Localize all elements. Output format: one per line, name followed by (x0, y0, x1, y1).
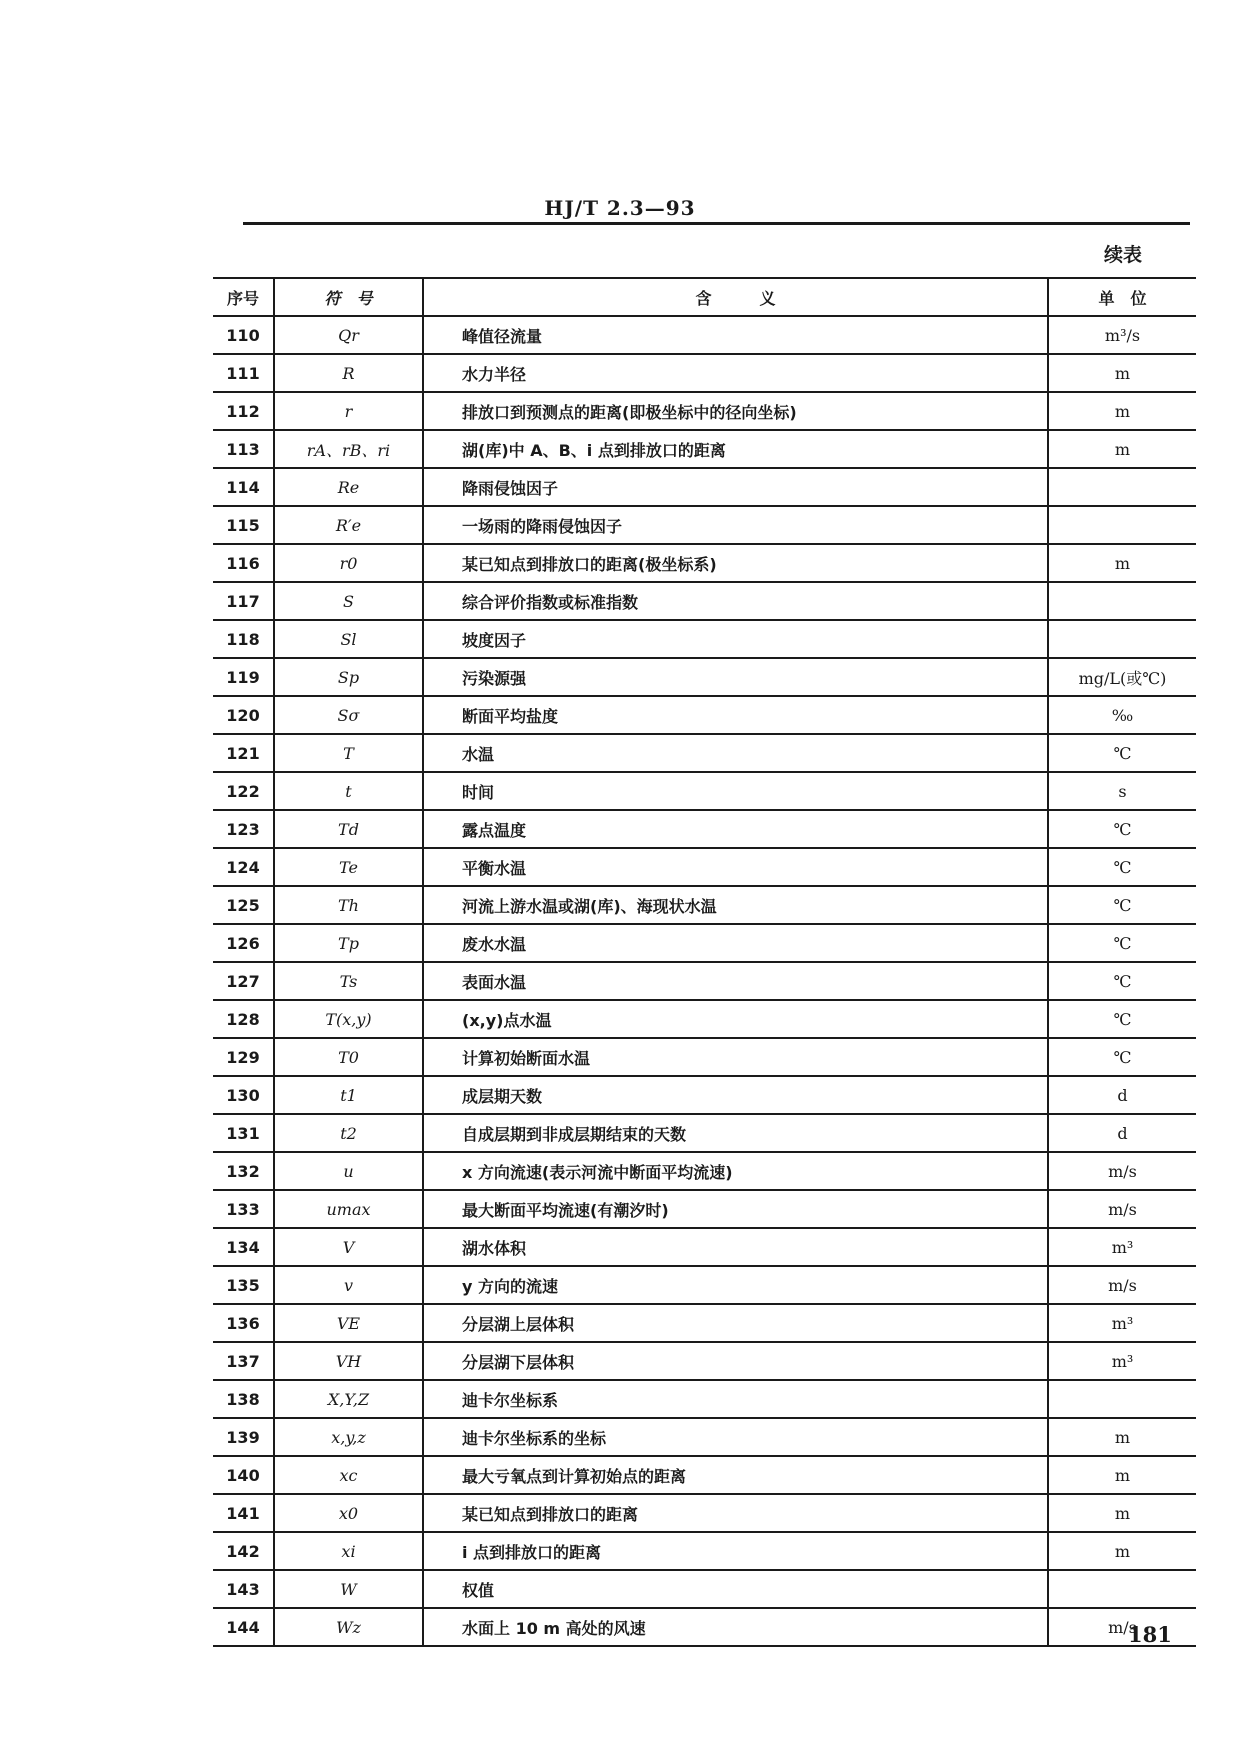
row-meaning: 时间 (423, 772, 1048, 810)
table-row (213, 582, 1196, 620)
table-row (213, 316, 1196, 354)
table-row (213, 886, 1196, 924)
row-meaning: 迪卡尔坐标系 (423, 1380, 1048, 1418)
row-unit: m (1048, 1494, 1196, 1532)
row-meaning: 水面上 10 m 高处的风速 (423, 1608, 1048, 1646)
table-row (213, 354, 1196, 392)
row-number: 131 (213, 1114, 274, 1152)
row-unit: m³/s (1048, 316, 1196, 354)
row-number: 144 (213, 1608, 274, 1646)
row-unit: ℃ (1048, 848, 1196, 886)
row-symbol: Sσ (274, 696, 423, 734)
row-symbol: Td (274, 810, 423, 848)
row-unit: m (1048, 1418, 1196, 1456)
row-unit: m (1048, 1456, 1196, 1494)
row-number: 143 (213, 1570, 274, 1608)
row-meaning: 表面水温 (423, 962, 1048, 1000)
row-unit: ℃ (1048, 810, 1196, 848)
row-number: 132 (213, 1152, 274, 1190)
row-unit: m (1048, 354, 1196, 392)
row-meaning: 降雨侵蚀因子 (423, 468, 1048, 506)
table-row (213, 1076, 1196, 1114)
row-unit: m (1048, 392, 1196, 430)
row-number: 129 (213, 1038, 274, 1076)
row-meaning: x 方向流速(表示河流中断面平均流速) (423, 1152, 1048, 1190)
table-row (213, 1266, 1196, 1304)
row-unit: ℃ (1048, 1000, 1196, 1038)
row-unit: ℃ (1048, 962, 1196, 1000)
table-row (213, 848, 1196, 886)
row-unit: m/s (1048, 1190, 1196, 1228)
row-number: 127 (213, 962, 274, 1000)
row-unit: m³ (1048, 1304, 1196, 1342)
row-number: 121 (213, 734, 274, 772)
table-row (213, 1494, 1196, 1532)
table-row (213, 392, 1196, 430)
page-number: 181 (1128, 1622, 1172, 1647)
row-meaning: 平衡水温 (423, 848, 1048, 886)
row-meaning: 坡度因子 (423, 620, 1048, 658)
row-meaning: (x,y)点水温 (423, 1000, 1048, 1038)
row-symbol: Tp (274, 924, 423, 962)
row-number: 138 (213, 1380, 274, 1418)
row-symbol: r (274, 392, 423, 430)
table-row (213, 506, 1196, 544)
table-row (213, 1532, 1196, 1570)
table-row (213, 430, 1196, 468)
row-symbol: VH (274, 1342, 423, 1380)
row-meaning: 计算初始断面水温 (423, 1038, 1048, 1076)
table-row (213, 924, 1196, 962)
row-symbol: Sp (274, 658, 423, 696)
row-meaning: 成层期天数 (423, 1076, 1048, 1114)
row-symbol: Wz (274, 1608, 423, 1646)
row-symbol: t (274, 772, 423, 810)
table-row (213, 658, 1196, 696)
row-number: 117 (213, 582, 274, 620)
row-unit: m³ (1048, 1342, 1196, 1380)
row-unit: mg/L(或℃) (1048, 658, 1196, 696)
row-unit: m/s (1048, 1266, 1196, 1304)
table-row (213, 1190, 1196, 1228)
row-unit: m (1048, 544, 1196, 582)
row-unit: ‰ (1048, 696, 1196, 734)
row-symbol: x0 (274, 1494, 423, 1532)
column-header-meaning: 含 义 (423, 278, 1048, 316)
row-number: 114 (213, 468, 274, 506)
row-number: 122 (213, 772, 274, 810)
row-number: 118 (213, 620, 274, 658)
row-number: 124 (213, 848, 274, 886)
table-row (213, 962, 1196, 1000)
table-row (213, 1608, 1196, 1646)
continued-label: 续表 (1104, 244, 1143, 266)
row-symbol: umax (274, 1190, 423, 1228)
row-unit: m/s (1048, 1152, 1196, 1190)
row-unit: m³ (1048, 1228, 1196, 1266)
row-symbol: t2 (274, 1114, 423, 1152)
table-row (213, 734, 1196, 772)
column-header-unit: 单 位 (1048, 278, 1196, 316)
row-meaning: i 点到排放口的距离 (423, 1532, 1048, 1570)
row-symbol: u (274, 1152, 423, 1190)
row-number: 142 (213, 1532, 274, 1570)
row-unit (1048, 620, 1196, 658)
column-header-number: 序号 (213, 278, 274, 316)
row-number: 130 (213, 1076, 274, 1114)
row-number: 113 (213, 430, 274, 468)
row-meaning: 权值 (423, 1570, 1048, 1608)
row-symbol: X,Y,Z (274, 1380, 423, 1418)
row-meaning: 某已知点到排放口的距离 (423, 1494, 1048, 1532)
row-meaning: 某已知点到排放口的距离(极坐标系) (423, 544, 1048, 582)
row-number: 141 (213, 1494, 274, 1532)
row-number: 115 (213, 506, 274, 544)
table-row (213, 1114, 1196, 1152)
document-code: HJ/T 2.3—93 (544, 196, 696, 220)
row-symbol: Qr (274, 316, 423, 354)
row-meaning: 废水水温 (423, 924, 1048, 962)
row-symbol: Th (274, 886, 423, 924)
row-meaning: 露点温度 (423, 810, 1048, 848)
row-meaning: 一场雨的降雨侵蚀因子 (423, 506, 1048, 544)
row-symbol: W (274, 1570, 423, 1608)
row-meaning: 水力半径 (423, 354, 1048, 392)
symbols-table (213, 277, 1196, 1647)
table-row (213, 544, 1196, 582)
row-meaning: 湖水体积 (423, 1228, 1048, 1266)
table-row (213, 696, 1196, 734)
row-unit: m/s (1048, 1608, 1196, 1646)
table-row (213, 1304, 1196, 1342)
row-meaning: 湖(库)中 A、B、i 点到排放口的距离 (423, 430, 1048, 468)
row-symbol: S (274, 582, 423, 620)
row-number: 119 (213, 658, 274, 696)
row-number: 111 (213, 354, 274, 392)
row-unit: s (1048, 772, 1196, 810)
header-rule (243, 222, 1190, 225)
row-symbol: R (274, 354, 423, 392)
row-meaning: y 方向的流速 (423, 1266, 1048, 1304)
row-meaning: 分层湖上层体积 (423, 1304, 1048, 1342)
row-symbol: rA、rB、ri (274, 430, 423, 468)
table-row (213, 620, 1196, 658)
table-body (213, 316, 1196, 1646)
row-number: 133 (213, 1190, 274, 1228)
row-symbol: x,y,z (274, 1418, 423, 1456)
row-symbol: xc (274, 1456, 423, 1494)
row-unit (1048, 468, 1196, 506)
row-meaning: 河流上游水温或湖(库)、海现状水温 (423, 886, 1048, 924)
row-symbol: Sl (274, 620, 423, 658)
row-meaning: 水温 (423, 734, 1048, 772)
row-number: 135 (213, 1266, 274, 1304)
row-symbol: t1 (274, 1076, 423, 1114)
row-meaning: 断面平均盐度 (423, 696, 1048, 734)
table-row (213, 810, 1196, 848)
table-row (213, 1380, 1196, 1418)
row-unit: ℃ (1048, 924, 1196, 962)
row-symbol: R′e (274, 506, 423, 544)
row-number: 112 (213, 392, 274, 430)
row-number: 110 (213, 316, 274, 354)
row-number: 140 (213, 1456, 274, 1494)
row-meaning: 峰值径流量 (423, 316, 1048, 354)
row-number: 125 (213, 886, 274, 924)
table-row (213, 1342, 1196, 1380)
row-symbol: Re (274, 468, 423, 506)
row-symbol: T0 (274, 1038, 423, 1076)
row-symbol: Ts (274, 962, 423, 1000)
row-unit: m (1048, 1532, 1196, 1570)
row-meaning: 综合评价指数或标准指数 (423, 582, 1048, 620)
row-meaning: 分层湖下层体积 (423, 1342, 1048, 1380)
row-number: 120 (213, 696, 274, 734)
row-meaning: 污染源强 (423, 658, 1048, 696)
row-meaning: 迪卡尔坐标系的坐标 (423, 1418, 1048, 1456)
row-number: 134 (213, 1228, 274, 1266)
table-row (213, 1418, 1196, 1456)
table-row (213, 1228, 1196, 1266)
row-symbol: xi (274, 1532, 423, 1570)
row-unit: ℃ (1048, 886, 1196, 924)
row-symbol: r0 (274, 544, 423, 582)
row-unit (1048, 1380, 1196, 1418)
row-unit (1048, 582, 1196, 620)
row-unit: ℃ (1048, 734, 1196, 772)
row-symbol: VE (274, 1304, 423, 1342)
row-number: 116 (213, 544, 274, 582)
row-number: 137 (213, 1342, 274, 1380)
row-symbol: v (274, 1266, 423, 1304)
row-number: 139 (213, 1418, 274, 1456)
table-header-row (213, 278, 1196, 316)
row-meaning: 自成层期到非成层期结束的天数 (423, 1114, 1048, 1152)
row-symbol: T (274, 734, 423, 772)
row-number: 128 (213, 1000, 274, 1038)
row-unit: m (1048, 430, 1196, 468)
row-unit: d (1048, 1076, 1196, 1114)
row-number: 123 (213, 810, 274, 848)
table-row (213, 1152, 1196, 1190)
row-symbol: Te (274, 848, 423, 886)
table-row (213, 1000, 1196, 1038)
row-meaning: 排放口到预测点的距离(即极坐标中的径向坐标) (423, 392, 1048, 430)
row-meaning: 最大亏氧点到计算初始点的距离 (423, 1456, 1048, 1494)
table-row (213, 772, 1196, 810)
row-meaning: 最大断面平均流速(有潮汐时) (423, 1190, 1048, 1228)
row-unit (1048, 1570, 1196, 1608)
row-symbol: V (274, 1228, 423, 1266)
row-number: 126 (213, 924, 274, 962)
table-row (213, 1456, 1196, 1494)
table-row (213, 468, 1196, 506)
row-unit: d (1048, 1114, 1196, 1152)
row-number: 136 (213, 1304, 274, 1342)
row-symbol: T(x,y) (274, 1000, 423, 1038)
row-unit: ℃ (1048, 1038, 1196, 1076)
table-row (213, 1570, 1196, 1608)
column-header-symbol: 符 号 (274, 278, 423, 316)
table-row (213, 1038, 1196, 1076)
row-unit (1048, 506, 1196, 544)
